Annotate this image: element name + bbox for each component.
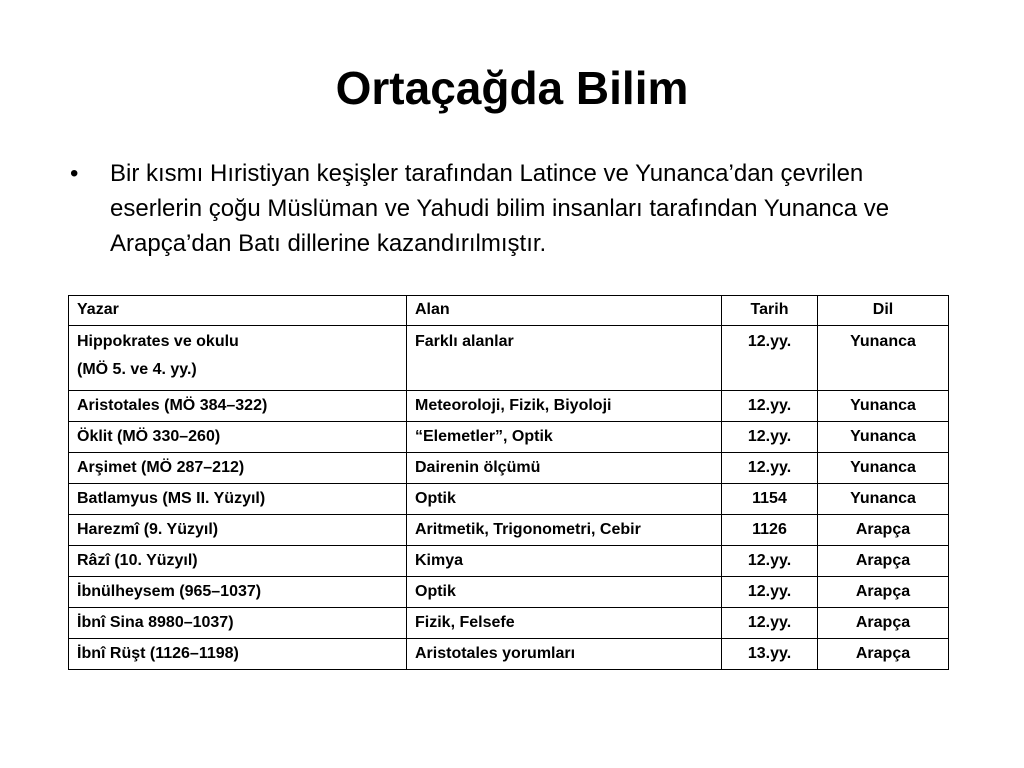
cell-yazar: Râzî (10. Yüzyıl) bbox=[69, 546, 407, 577]
cell-yazar-line2: (MÖ 5. ve 4. yy.) bbox=[77, 361, 197, 378]
cell-alan: Fizik, Felsefe bbox=[407, 608, 722, 639]
table-row bbox=[69, 515, 949, 546]
table-row bbox=[69, 608, 949, 639]
cell-alan bbox=[407, 326, 722, 391]
table-row bbox=[69, 484, 949, 515]
cell-alan: Aritmetik, Trigonometri, Cebir bbox=[407, 515, 722, 546]
cell-tarih-text: 12.yy. bbox=[747, 333, 792, 350]
cell-yazar-line1: Hippokrates ve okulu bbox=[77, 333, 239, 350]
cell-dil: Arapça bbox=[818, 515, 949, 546]
cell-tarih: 12.yy. bbox=[722, 577, 818, 608]
table-row bbox=[69, 546, 949, 577]
cell-yazar: Batlamyus (MS II. Yüzyıl) bbox=[69, 484, 407, 515]
header-alan: Alan bbox=[407, 296, 722, 326]
cell-yazar: Arşimet (MÖ 287–212) bbox=[69, 453, 407, 484]
cell-tarih: 12.yy. bbox=[722, 608, 818, 639]
cell-dil: Yunanca bbox=[818, 484, 949, 515]
header-dil: Dil bbox=[818, 296, 949, 326]
cell-dil bbox=[818, 326, 949, 391]
cell-tarih bbox=[722, 326, 818, 391]
bullet-text: Bir kısmı Hıristiyan keşişler tarafından Latince ve Yunanca’dan çevrilen eserlerin çoğu Müslüman ve Yahudi bilim insanları tarafından Yunanca ve Arapça’dan Batı dillerine kazandırılmıştır. bbox=[110, 160, 890, 257]
cell-yazar: Harezmî (9. Yüzyıl) bbox=[69, 515, 407, 546]
cell-tarih: 12.yy. bbox=[722, 453, 818, 484]
cell-yazar: İbnülheysem (965–1037) bbox=[69, 577, 407, 608]
cell-yazar bbox=[69, 326, 407, 391]
cell-alan: Optik bbox=[407, 484, 722, 515]
cell-alan-text: Farklı alanlar bbox=[415, 333, 514, 350]
cell-alan: Optik bbox=[407, 577, 722, 608]
cell-alan: Kimya bbox=[407, 546, 722, 577]
table-row bbox=[69, 639, 949, 670]
cell-alan: Aristotales yorumları bbox=[407, 639, 722, 670]
cell-dil: Arapça bbox=[818, 639, 949, 670]
cell-yazar: Aristotales (MÖ 384–322) bbox=[69, 391, 407, 422]
cell-dil: Arapça bbox=[818, 577, 949, 608]
table-row bbox=[69, 422, 949, 453]
cell-yazar: İbnî Rüşt (1126–1198) bbox=[69, 639, 407, 670]
cell-tarih: 12.yy. bbox=[722, 391, 818, 422]
cell-yazar: Öklit (MÖ 330–260) bbox=[69, 422, 407, 453]
cell-yazar: İbnî Sina 8980–1037) bbox=[69, 608, 407, 639]
cell-tarih: 1154 bbox=[722, 484, 818, 515]
table-row bbox=[69, 326, 949, 391]
table-row bbox=[69, 453, 949, 484]
header-yazar: Yazar bbox=[69, 296, 407, 326]
header-tarih: Tarih bbox=[722, 296, 818, 326]
cell-tarih: 13.yy. bbox=[722, 639, 818, 670]
slide-title: Ortaçağda Bilim bbox=[335, 62, 689, 114]
cell-tarih: 1126 bbox=[722, 515, 818, 546]
cell-alan: Dairenin ölçümü bbox=[407, 453, 722, 484]
cell-dil: Yunanca bbox=[818, 422, 949, 453]
cell-dil: Arapça bbox=[818, 546, 949, 577]
bullet-dot-icon: • bbox=[70, 160, 79, 187]
cell-dil-text: Yunanca bbox=[850, 333, 916, 350]
table-row bbox=[69, 391, 949, 422]
table-header-row bbox=[69, 296, 949, 326]
cell-alan: Meteoroloji, Fizik, Biyoloji bbox=[407, 391, 722, 422]
cell-dil: Yunanca bbox=[818, 391, 949, 422]
cell-dil: Yunanca bbox=[818, 453, 949, 484]
translations-table bbox=[68, 295, 949, 670]
cell-tarih: 12.yy. bbox=[722, 546, 818, 577]
table-row bbox=[69, 577, 949, 608]
cell-alan: “Elemetler”, Optik bbox=[407, 422, 722, 453]
cell-tarih: 12.yy. bbox=[722, 422, 818, 453]
cell-dil: Arapça bbox=[818, 608, 949, 639]
